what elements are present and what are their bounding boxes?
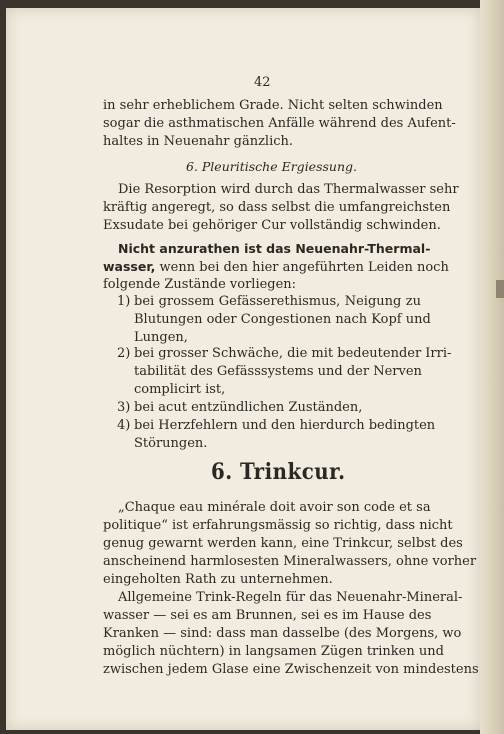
- text-line: folgende Zustände vorliegen:: [103, 277, 297, 292]
- text-line: Exsudate bei gehöriger Cur vollständig schwinden.: [103, 218, 441, 233]
- page-edge: [480, 0, 504, 734]
- text-line-rest: wenn bei den hier angeführten Leiden noch: [155, 260, 449, 275]
- text-line: Die Resorption wird durch das Thermalwasser sehr: [118, 182, 459, 197]
- list-item-line: Blutungen oder Congestionen nach Kopf und: [134, 312, 431, 327]
- list-item-line: bei acut entzündlichen Zuständen,: [134, 400, 363, 415]
- text-line: genug gewarnt werden kann, eine Trinkcur, selbst des: [103, 536, 463, 551]
- list-item-line: Störungen.: [134, 436, 208, 451]
- section-heading: 6. Trinkcur.: [211, 459, 346, 485]
- bold-warning-word: wasser,: [103, 259, 156, 274]
- text-line: „Chaque eau minérale doit avoir son code et sa: [118, 500, 431, 515]
- text-line: anscheinend harmlosesten Mineralwassers, ohne vorher: [103, 554, 477, 569]
- text-line: kräftig angeregt, so dass selbst die umfangreichsten: [103, 200, 451, 215]
- page-number: 42: [254, 75, 271, 90]
- text-line: zwischen jedem Glase eine Zwischenzeit von mindestens: [103, 662, 479, 677]
- text-line: [103, 259, 449, 275]
- list-number: 2): [117, 346, 131, 361]
- bold-warning: Nicht anzurathen ist das Neuenahr-Thermal-: [118, 241, 431, 256]
- list-item-line: complicirt ist,: [134, 382, 226, 397]
- list-item-line: tabilität des Gefässsystems und der Nerven: [134, 364, 422, 379]
- text-line: politique“ ist erfahrungsmässig so richtig, dass nicht: [103, 518, 453, 533]
- text-line: haltes in Neuenahr gänzlich.: [103, 134, 294, 149]
- subheading: 6. Pleuritische Ergiessung.: [186, 159, 357, 174]
- text-line: in sehr erheblichem Grade. Nicht selten schwinden: [103, 98, 443, 113]
- list-item-line: Lungen,: [134, 330, 188, 345]
- text-line: eingeholten Rath zu unternehmen.: [103, 572, 333, 587]
- list-number: 4): [117, 418, 131, 433]
- page-marker: [496, 280, 504, 298]
- text-line: Allgemeine Trink-Regeln für das Neuenahr-Mineral-: [118, 590, 463, 605]
- text-line: Kranken — sind: dass man dasselbe (des Morgens, wo: [103, 626, 462, 641]
- text-line: möglich nüchtern) in langsamen Zügen trinken und: [103, 644, 444, 659]
- list-number: 1): [117, 294, 131, 309]
- list-item-line: bei grosser Schwäche, die mit bedeutender Irri-: [134, 346, 452, 361]
- text-line: wasser — sei es am Brunnen, sei es im Hause des: [103, 608, 432, 623]
- list-number: 3): [117, 400, 131, 415]
- text-line: sogar die asthmatischen Anfälle während des Aufent-: [103, 116, 456, 131]
- list-item-line: bei grossem Gefässerethismus, Neigung zu: [134, 294, 421, 309]
- list-item-line: bei Herzfehlern und den hierdurch bedingten: [134, 418, 436, 433]
